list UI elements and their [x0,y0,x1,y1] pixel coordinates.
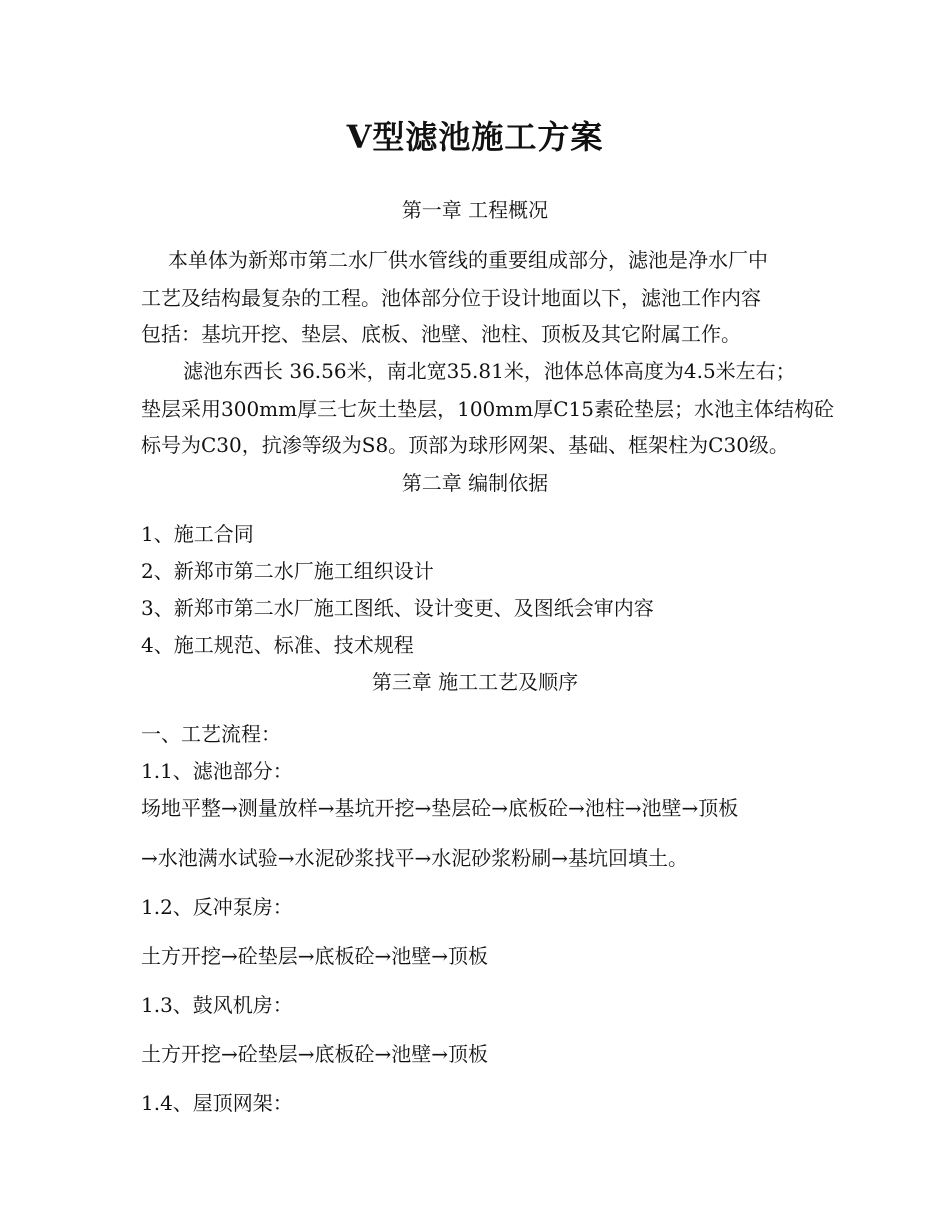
basis-item-2: 2、新郑市第二水厂施工组织设计 [141,559,434,583]
chapter-1-paragraph-1-line-2: 工艺及结构最复杂的工程。池体部分位于设计地面以下，滤池工作内容 [141,286,761,310]
chapter-3-heading: 第三章 施工工艺及顺序 [371,670,579,694]
filter-flow-line-1: 场地平整→测量放样→基坑开挖→垫层砼→底板砼→池柱→池壁→顶板 [141,796,739,820]
basis-item-4: 4、施工规范、标准、技术规程 [141,633,414,657]
chapter-1-paragraph-2-line-2: 垫层采用300mm厚三七灰土垫层，100mm厚C15素砼垫层；水池主体结构砼 [141,397,834,421]
basis-item-1: 1、施工合同 [141,522,254,546]
subsection-backwash-pump-title: 1.2、反冲泵房： [141,895,293,919]
chapter-1-paragraph-2-line-1: 滤池东西长 36.56米，南北宽35.81米，池体总体高度为4.5米左右； [183,359,796,383]
filter-flow-line-2: →水池满水试验→水泥砂浆找平→水泥砂浆粉刷→基坑回填土。 [141,846,689,870]
subsection-filter-title: 1.1、滤池部分： [141,759,293,783]
basis-item-3: 3、新郑市第二水厂施工图纸、设计变更、及图纸会审内容 [141,596,654,620]
chapter-1-paragraph-1-line-1: 本单体为新郑市第二水厂供水管线的重要组成部分，滤池是净水厂中 [168,248,768,272]
subsection-roof-truss-title: 1.4、屋顶网架： [141,1091,293,1115]
section-process-flow: 一、工艺流程： [141,722,281,746]
backwash-pump-flow: 土方开挖→砼垫层→底板砼→池壁→顶板 [141,944,489,968]
document-title: V型滤池施工方案 [346,118,604,156]
chapter-1-paragraph-2-line-3: 标号为C30，抗渗等级为S8。顶部为球形网架、基础、框架柱为C30级。 [141,433,789,457]
chapter-2-heading: 第二章 编制依据 [401,471,549,495]
subsection-blower-room-title: 1.3、鼓风机房： [141,993,293,1017]
blower-room-flow: 土方开挖→砼垫层→底板砼→池壁→顶板 [141,1042,489,1066]
chapter-1-heading: 第一章 工程概况 [401,198,549,222]
chapter-1-paragraph-1-line-3: 包括：基坑开挖、垫层、底板、池壁、池柱、顶板及其它附属工作。 [141,322,741,346]
